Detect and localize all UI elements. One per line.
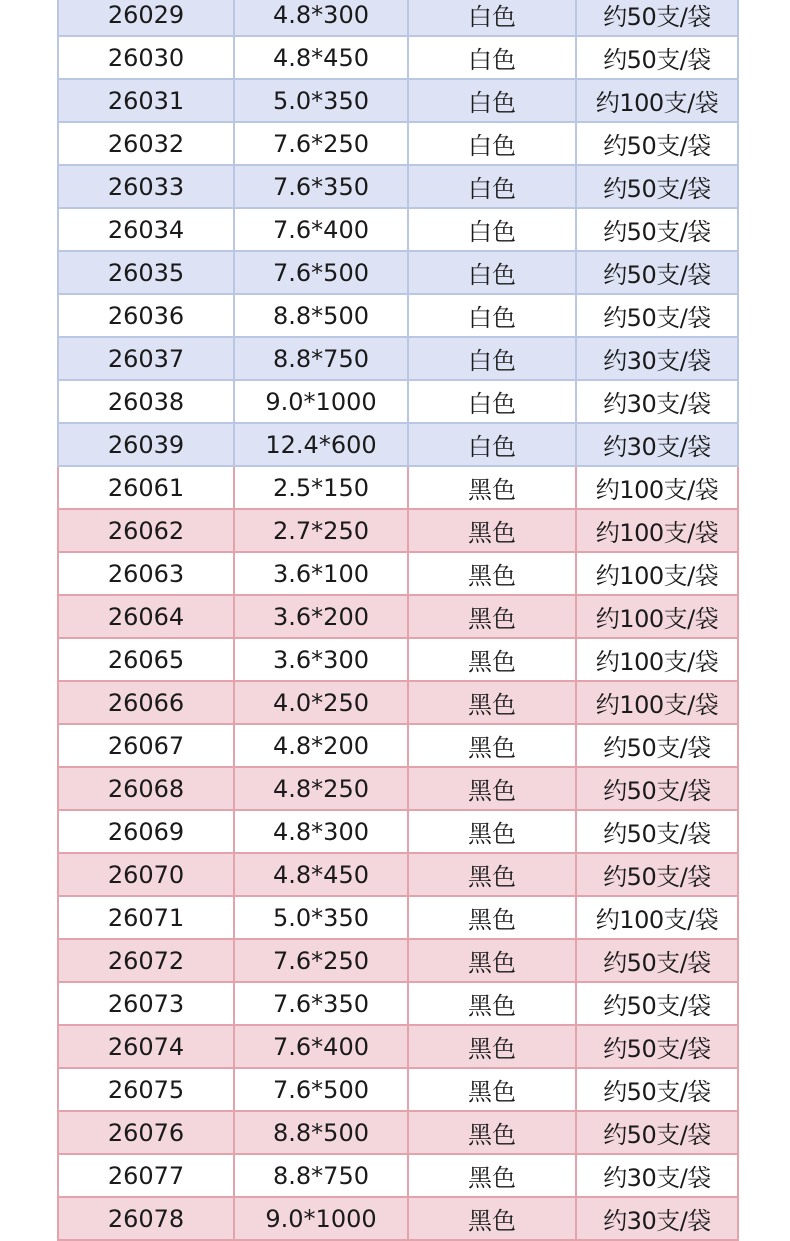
pack-quantity-cell: 约30支/袋 <box>576 1197 738 1240</box>
color-cell: 黑色 <box>408 810 576 853</box>
size-spec-cell: 7.6*250 <box>234 122 408 165</box>
pack-quantity-cell: 约50支/袋 <box>576 939 738 982</box>
color-cell: 黑色 <box>408 724 576 767</box>
size-spec-cell: 4.8*300 <box>234 810 408 853</box>
table-row <box>58 1025 738 1068</box>
table-row <box>58 423 738 466</box>
product-code-cell: 26033 <box>58 165 234 208</box>
pack-quantity-cell: 约50支/袋 <box>576 1025 738 1068</box>
size-spec-cell: 5.0*350 <box>234 79 408 122</box>
color-cell: 黑色 <box>408 1154 576 1197</box>
pack-quantity-cell: 约100支/袋 <box>576 79 738 122</box>
table-row <box>58 466 738 509</box>
size-spec-cell: 7.6*400 <box>234 208 408 251</box>
product-code-cell: 26072 <box>58 939 234 982</box>
color-cell: 黑色 <box>408 896 576 939</box>
size-spec-cell: 7.6*500 <box>234 1068 408 1111</box>
size-spec-cell: 5.0*350 <box>234 896 408 939</box>
size-spec-cell: 3.6*300 <box>234 638 408 681</box>
product-code-cell: 26032 <box>58 122 234 165</box>
pack-quantity-cell: 约50支/袋 <box>576 1111 738 1154</box>
table-row <box>58 251 738 294</box>
product-code-cell: 26038 <box>58 380 234 423</box>
color-cell: 黑色 <box>408 939 576 982</box>
product-code-cell: 26036 <box>58 294 234 337</box>
table-row <box>58 1154 738 1197</box>
size-spec-cell: 4.8*200 <box>234 724 408 767</box>
table-row <box>58 509 738 552</box>
pack-quantity-cell: 约100支/袋 <box>576 509 738 552</box>
product-code-cell: 26074 <box>58 1025 234 1068</box>
pack-quantity-cell: 约50支/袋 <box>576 810 738 853</box>
table-row <box>58 810 738 853</box>
table-row <box>58 853 738 896</box>
product-code-cell: 26031 <box>58 79 234 122</box>
product-code-cell: 26063 <box>58 552 234 595</box>
product-code-cell: 26073 <box>58 982 234 1025</box>
product-code-cell: 26066 <box>58 681 234 724</box>
product-code-cell: 26030 <box>58 36 234 79</box>
pack-quantity-cell: 约30支/袋 <box>576 380 738 423</box>
pack-quantity-cell: 约50支/袋 <box>576 1068 738 1111</box>
table-row <box>58 552 738 595</box>
pack-quantity-cell: 约30支/袋 <box>576 1154 738 1197</box>
pack-quantity-cell: 约50支/袋 <box>576 767 738 810</box>
product-code-cell: 26077 <box>58 1154 234 1197</box>
product-code-cell: 26076 <box>58 1111 234 1154</box>
pack-quantity-cell: 约50支/袋 <box>576 294 738 337</box>
color-cell: 黑色 <box>408 1025 576 1068</box>
table-row <box>58 208 738 251</box>
color-cell: 白色 <box>408 208 576 251</box>
size-spec-cell: 7.6*350 <box>234 165 408 208</box>
pack-quantity-cell: 约50支/袋 <box>576 853 738 896</box>
size-spec-cell: 7.6*250 <box>234 939 408 982</box>
pack-quantity-cell: 约100支/袋 <box>576 552 738 595</box>
size-spec-cell: 2.7*250 <box>234 509 408 552</box>
product-code-cell: 26062 <box>58 509 234 552</box>
pack-quantity-cell: 约30支/袋 <box>576 423 738 466</box>
product-spec-table <box>57 0 739 1241</box>
pack-quantity-cell: 约50支/袋 <box>576 982 738 1025</box>
size-spec-cell: 4.8*450 <box>234 853 408 896</box>
size-spec-cell: 8.8*500 <box>234 294 408 337</box>
size-spec-cell: 9.0*1000 <box>234 380 408 423</box>
product-code-cell: 26037 <box>58 337 234 380</box>
color-cell: 黑色 <box>408 681 576 724</box>
size-spec-cell: 4.8*300 <box>234 0 408 36</box>
product-code-cell: 26065 <box>58 638 234 681</box>
color-cell: 黑色 <box>408 466 576 509</box>
pack-quantity-cell: 约50支/袋 <box>576 724 738 767</box>
pack-quantity-cell: 约100支/袋 <box>576 595 738 638</box>
size-spec-cell: 3.6*100 <box>234 552 408 595</box>
size-spec-cell: 3.6*200 <box>234 595 408 638</box>
product-code-cell: 26029 <box>58 0 234 36</box>
size-spec-cell: 7.6*500 <box>234 251 408 294</box>
product-code-cell: 26067 <box>58 724 234 767</box>
pack-quantity-cell: 约100支/袋 <box>576 638 738 681</box>
pack-quantity-cell: 约100支/袋 <box>576 681 738 724</box>
table-row <box>58 36 738 79</box>
size-spec-cell: 4.8*250 <box>234 767 408 810</box>
color-cell: 黑色 <box>408 552 576 595</box>
color-cell: 白色 <box>408 380 576 423</box>
color-cell: 黑色 <box>408 1197 576 1240</box>
color-cell: 白色 <box>408 0 576 36</box>
size-spec-cell: 8.8*500 <box>234 1111 408 1154</box>
table-row <box>58 1111 738 1154</box>
table-row <box>58 1197 738 1240</box>
pack-quantity-cell: 约30支/袋 <box>576 337 738 380</box>
table-row <box>58 165 738 208</box>
pack-quantity-cell: 约50支/袋 <box>576 122 738 165</box>
product-code-cell: 26069 <box>58 810 234 853</box>
color-cell: 黑色 <box>408 509 576 552</box>
color-cell: 白色 <box>408 294 576 337</box>
size-spec-cell: 7.6*400 <box>234 1025 408 1068</box>
product-code-cell: 26071 <box>58 896 234 939</box>
color-cell: 黑色 <box>408 982 576 1025</box>
size-spec-cell: 4.8*450 <box>234 36 408 79</box>
color-cell: 黑色 <box>408 638 576 681</box>
table-row <box>58 724 738 767</box>
product-code-cell: 26064 <box>58 595 234 638</box>
color-cell: 黑色 <box>408 1068 576 1111</box>
product-code-cell: 26035 <box>58 251 234 294</box>
color-cell: 白色 <box>408 79 576 122</box>
color-cell: 白色 <box>408 122 576 165</box>
table-row <box>58 380 738 423</box>
pack-quantity-cell: 约50支/袋 <box>576 0 738 36</box>
table-row <box>58 595 738 638</box>
product-code-cell: 26070 <box>58 853 234 896</box>
product-code-cell: 26068 <box>58 767 234 810</box>
pack-quantity-cell: 约50支/袋 <box>576 251 738 294</box>
color-cell: 黑色 <box>408 767 576 810</box>
table-row <box>58 767 738 810</box>
product-code-cell: 26039 <box>58 423 234 466</box>
table-row <box>58 122 738 165</box>
table-row <box>58 294 738 337</box>
color-cell: 黑色 <box>408 595 576 638</box>
product-code-cell: 26078 <box>58 1197 234 1240</box>
table-row <box>58 79 738 122</box>
table-row <box>58 337 738 380</box>
size-spec-cell: 7.6*350 <box>234 982 408 1025</box>
table-row <box>58 896 738 939</box>
pack-quantity-cell: 约50支/袋 <box>576 165 738 208</box>
table-row <box>58 681 738 724</box>
table-row <box>58 0 738 36</box>
size-spec-cell: 4.0*250 <box>234 681 408 724</box>
color-cell: 白色 <box>408 423 576 466</box>
size-spec-cell: 8.8*750 <box>234 337 408 380</box>
product-code-cell: 26075 <box>58 1068 234 1111</box>
table-row <box>58 939 738 982</box>
color-cell: 黑色 <box>408 853 576 896</box>
size-spec-cell: 2.5*150 <box>234 466 408 509</box>
table-row <box>58 982 738 1025</box>
pack-quantity-cell: 约100支/袋 <box>576 896 738 939</box>
pack-quantity-cell: 约50支/袋 <box>576 208 738 251</box>
product-code-cell: 26034 <box>58 208 234 251</box>
size-spec-cell: 8.8*750 <box>234 1154 408 1197</box>
color-cell: 白色 <box>408 36 576 79</box>
product-code-cell: 26061 <box>58 466 234 509</box>
color-cell: 白色 <box>408 337 576 380</box>
table-row <box>58 1068 738 1111</box>
size-spec-cell: 12.4*600 <box>234 423 408 466</box>
pack-quantity-cell: 约100支/袋 <box>576 466 738 509</box>
pack-quantity-cell: 约50支/袋 <box>576 36 738 79</box>
table-row <box>58 638 738 681</box>
color-cell: 黑色 <box>408 1111 576 1154</box>
size-spec-cell: 9.0*1000 <box>234 1197 408 1240</box>
color-cell: 白色 <box>408 165 576 208</box>
table-body <box>58 0 738 1240</box>
color-cell: 白色 <box>408 251 576 294</box>
